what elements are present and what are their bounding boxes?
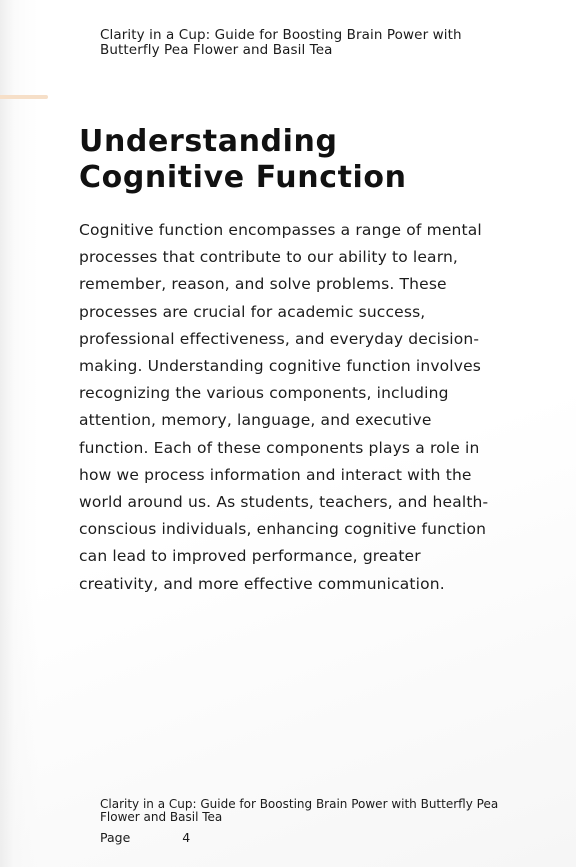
chapter-body-paragraph: Cognitive function encompasses a range of mental processes that contribute to our ability to learn, remember, reason, and solve problems. These processes are crucial for academic success, professional effectiveness, and everyday decision-making. Understanding cognitive function involves recognizing the various components, including attention, memory, language, and executive function. Each of these components plays a role in how we process information and interact with the world around us. As students, teachers, and health-conscious individuals, enhancing cognitive function can lead to improved performance, greater creativity, and more effective communication. — [79, 221, 489, 593]
footer-book-title: Clarity in a Cup: Guide for Boosting Brain Power with Butterfly Pea Flower and Basil Tea — [100, 797, 499, 824]
accent-bar — [0, 95, 48, 99]
running-header: Clarity in a Cup: Guide for Boosting Brain Power with Butterfly Pea Flower and Basil Tea — [100, 27, 462, 58]
footer-page-label: Page — [100, 830, 131, 845]
page-footer — [100, 798, 500, 845]
chapter-title: Understanding Cognitive Function — [79, 124, 407, 195]
footer-page-indicator — [100, 831, 500, 845]
footer-page-number: 4 — [182, 830, 191, 845]
